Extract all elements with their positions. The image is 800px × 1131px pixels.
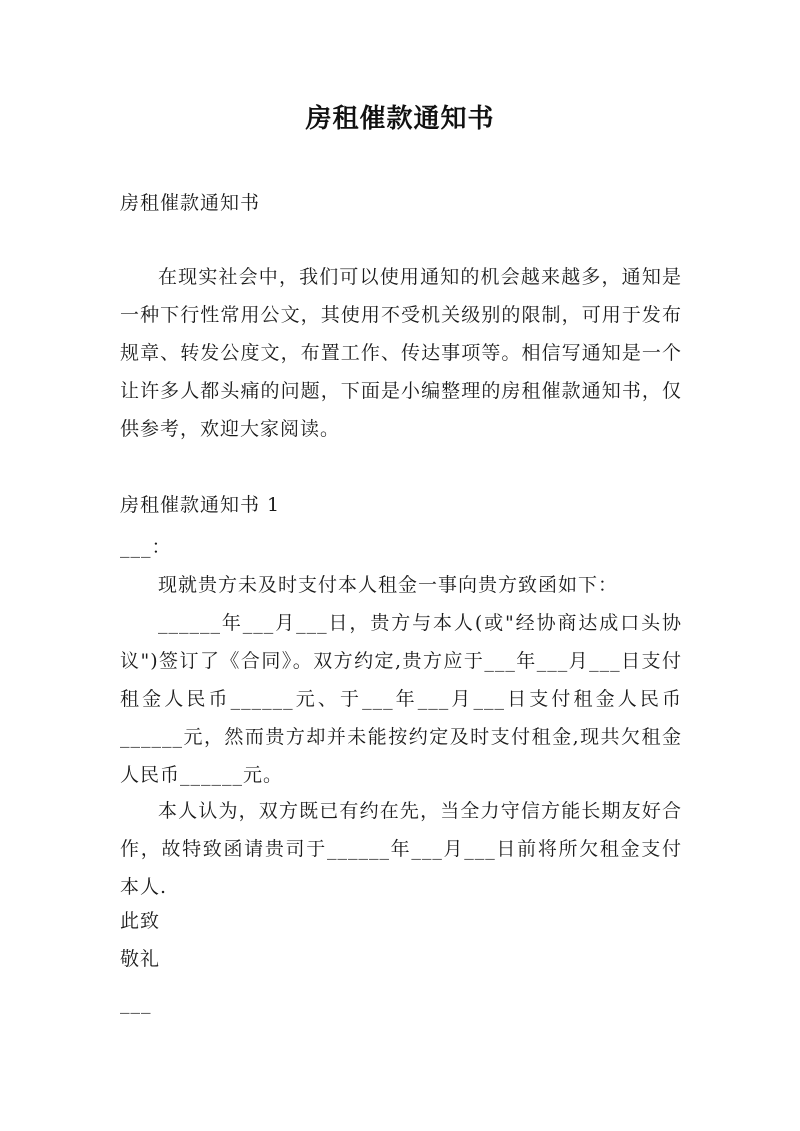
document-subtitle: 房租催款通知书: [120, 192, 261, 214]
intro-paragraph: 在现实社会中，我们可以使用通知的机会越来越多，通知是一种下行性常用公文，其使用不受机关级别的限制，可用于发布规章、转发公度文，布置工作、传达事项等。相信写通知是一个让许多人都头痛的问题，下面是小编整理的房租催款通知书，仅供参考，欢迎大家阅读。: [120, 266, 682, 440]
notice-paragraph-2: ______年___月___日，贵方与本人(或"经协商达成口头协议")签订了《合同》。双方约定,贵方应于___年___月___日支付租金人民币______元、于___年___月___日支付租金人民币______元，然而贵方却并未能按约定及时支付租金,现共欠租金人民币______元。: [120, 612, 682, 786]
addressee-line: ___：: [120, 536, 172, 558]
closing-line-1: 此致: [120, 910, 161, 932]
section-title: 房租催款通知书 1: [120, 494, 281, 516]
notice-paragraph-1: 现就贵方未及时支付本人租金一事向贵方致函如下：: [158, 574, 619, 596]
closing-line-2: 敬礼: [120, 948, 161, 970]
signature-line: ___: [120, 992, 152, 1014]
notice-paragraph-3: 本人认为，双方既已有约在先，当全力守信方能长期友好合作，故特致函请贵司于______年___月___日前将所欠租金支付本人.: [120, 800, 682, 898]
document-title: 房租催款通知书: [305, 104, 495, 134]
